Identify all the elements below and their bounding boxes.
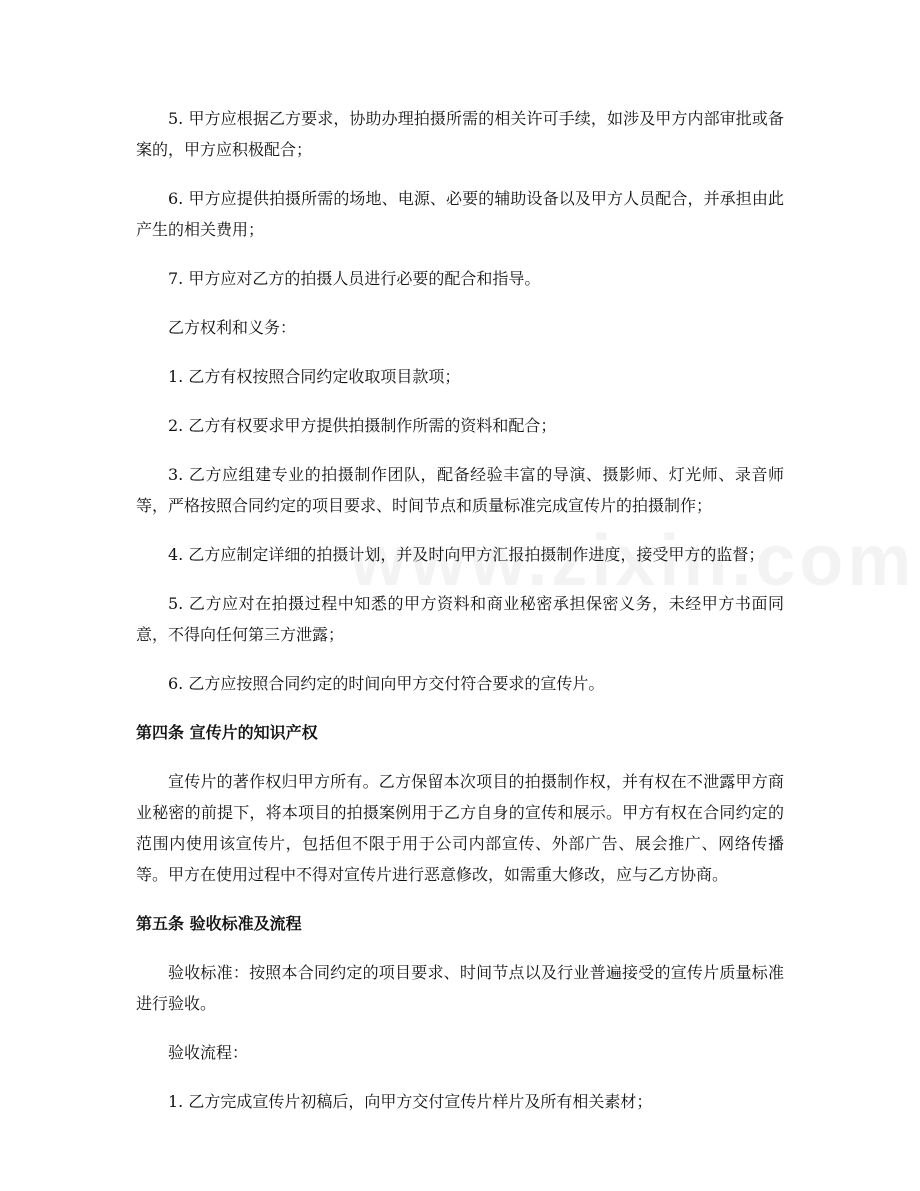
- section-heading: 第五条 验收标准及流程: [136, 914, 302, 933]
- paragraph: 1. 乙方完成宣传片初稿后，向甲方交付宣传片样片及所有相关素材；: [168, 1092, 653, 1111]
- paragraph: 2. 乙方有权要求甲方提供拍摄制作所需的资料和配合；: [168, 416, 557, 435]
- section-heading: 第四条 宣传片的知识产权: [136, 723, 318, 742]
- paragraph: 4. 乙方应制定详细的拍摄计划，并及时向甲方汇报拍摄制作进度，接受甲方的监督；: [168, 545, 765, 564]
- paragraph: 宣传片的著作权归甲方所有。乙方保留本次项目的拍摄制作权，并有权在不泄露甲方商业秘密的前提下，将本项目的拍摄案例用于乙方自身的宣传和展示。甲方有权在合同约定的范围内使用该宣传片，包括但不限于用于公司内部宣传、外部广告、展会推广、网络传播等。甲方在使用过程中不得对宣传片进行恶意修改，如需重大修改，应与乙方协商。: [136, 772, 784, 884]
- paragraph: 5. 甲方应根据乙方要求，协助办理拍摄所需的相关许可手续，如涉及甲方内部审批或备案的，甲方应积极配合；: [136, 109, 784, 159]
- paragraph: 1. 乙方有权按照合同约定收取项目款项；: [168, 367, 461, 386]
- document-body: [136, 103, 784, 1135]
- paragraph: 验收流程：: [168, 1043, 249, 1062]
- paragraph: 7. 甲方应对乙方的拍摄人员进行必要的配合和指导。: [168, 269, 541, 288]
- paragraph: 6. 乙方应按照合同约定的时间向甲方交付符合要求的宣传片。: [168, 674, 605, 693]
- paragraph: 6. 甲方应提供拍摄所需的场地、电源、必要的辅助设备以及甲方人员配合，并承担由此产生的相关费用；: [136, 189, 784, 239]
- paragraph: 3. 乙方应组建专业的拍摄制作团队，配备经验丰富的导演、摄影师、灯光师、录音师等，严格按照合同约定的项目要求、时间节点和质量标准完成宣传片的拍摄制作；: [136, 465, 784, 515]
- paragraph: 验收标准：按照本合同约定的项目要求、时间节点以及行业普遍接受的宣传片质量标准进行验收。: [136, 963, 784, 1013]
- paragraph: 乙方权利和义务：: [168, 318, 297, 337]
- paragraph: 5. 乙方应对在拍摄过程中知悉的甲方资料和商业秘密承担保密义务，未经甲方书面同意，不得向任何第三方泄露；: [136, 594, 784, 644]
